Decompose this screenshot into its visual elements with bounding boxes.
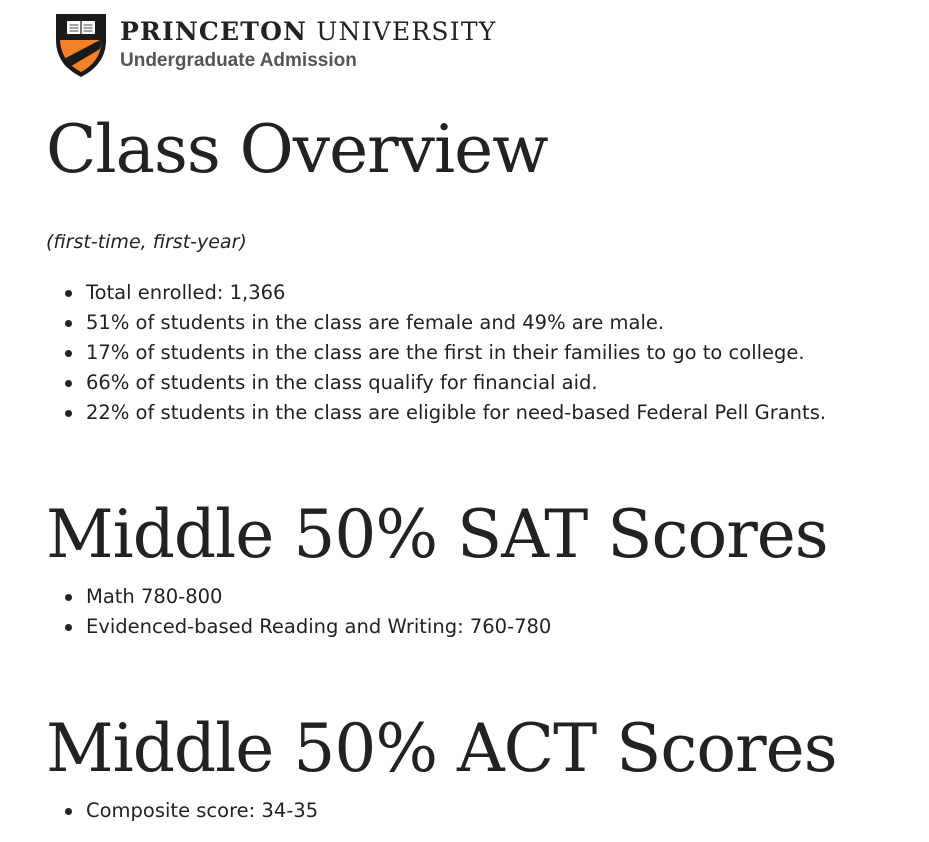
university-name bbox=[120, 16, 496, 48]
list-item: Total enrolled: 1,366 bbox=[46, 278, 826, 308]
list-item: Math 780-800 bbox=[46, 582, 551, 612]
class-overview-list bbox=[46, 278, 826, 428]
list-item: Composite score: 34-35 bbox=[46, 796, 318, 826]
list-item: 66% of students in the class qualify for financial aid. bbox=[46, 368, 826, 398]
department-name: Undergraduate Admission bbox=[120, 50, 357, 71]
sat-scores-heading: Middle 50% SAT Scores bbox=[46, 496, 828, 573]
act-scores-list bbox=[46, 796, 318, 826]
list-item: 17% of students in the class are the first in their families to go to college. bbox=[46, 338, 826, 368]
princeton-shield-logo[interactable] bbox=[54, 10, 108, 78]
university-name-bold: PRINCETON bbox=[120, 17, 308, 46]
act-scores-heading: Middle 50% ACT Scores bbox=[46, 710, 837, 787]
list-item: Evidenced-based Reading and Writing: 760-780 bbox=[46, 612, 551, 642]
class-overview-subtitle: (first-time, first-year) bbox=[46, 231, 247, 253]
class-overview-heading: Class Overview bbox=[46, 111, 548, 188]
sat-scores-list bbox=[46, 582, 551, 642]
list-item: 22% of students in the class are eligible for need-based Federal Pell Grants. bbox=[46, 398, 826, 428]
list-item: 51% of students in the class are female and 49% are male. bbox=[46, 308, 826, 338]
brand-text[interactable] bbox=[120, 10, 496, 73]
site-header bbox=[54, 10, 496, 80]
university-name-rest: UNIVERSITY bbox=[316, 17, 497, 46]
